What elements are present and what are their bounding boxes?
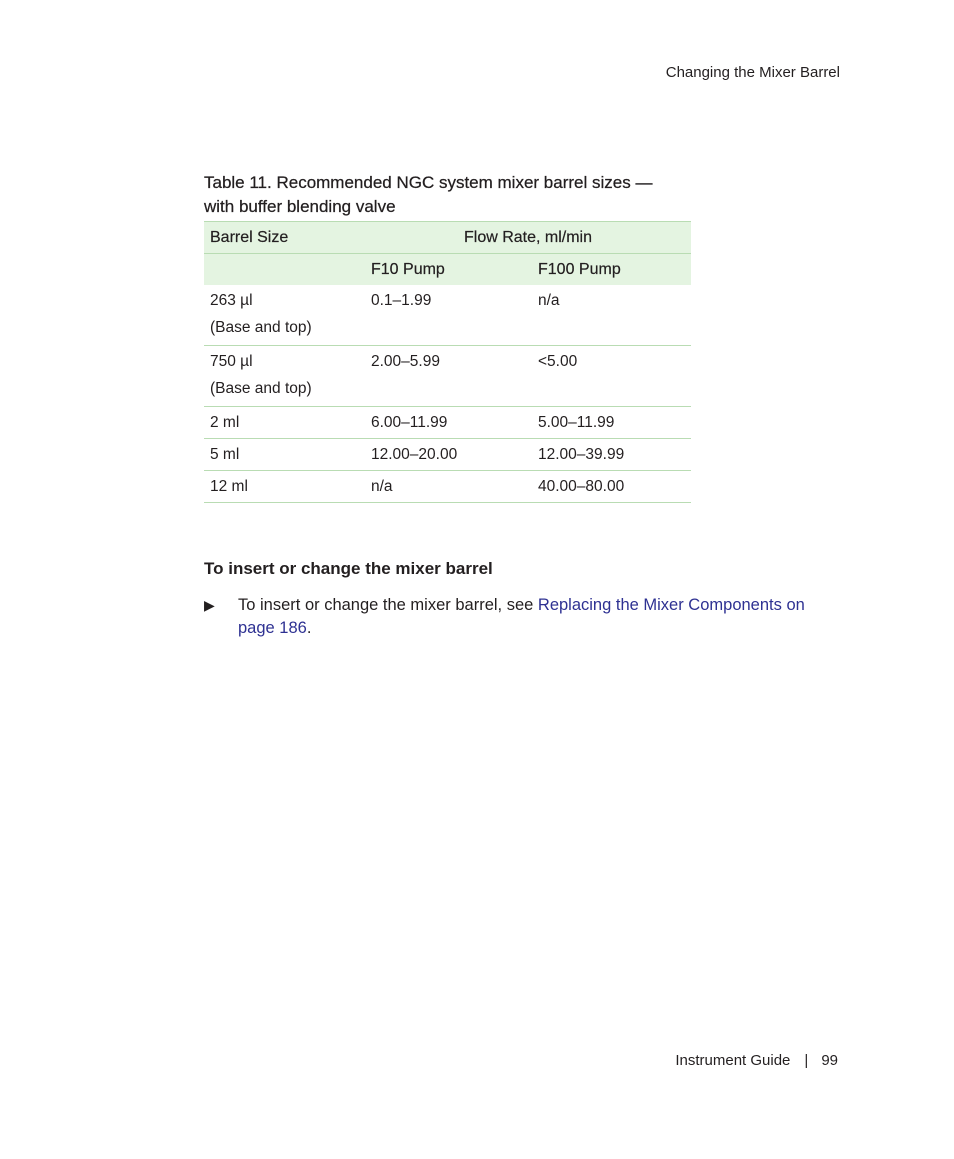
table-row [204, 471, 691, 503]
cell-f10: 2.00–5.99 [365, 346, 532, 407]
bullet-arrow-icon: ▶ [204, 597, 215, 613]
page-footer [675, 1052, 838, 1069]
table-caption-line1: Table 11. Recommended NGC system mixer barrel sizes — [204, 173, 653, 192]
header-barrel-size: Barrel Size [204, 222, 365, 254]
bullet-text [238, 594, 844, 640]
cell-barrel-size [204, 346, 365, 407]
footer-separator: | [804, 1052, 809, 1069]
cell-barrel-size: 2 ml [204, 407, 365, 439]
table-header-row [204, 222, 691, 254]
barrel-size-note: (Base and top) [210, 319, 312, 336]
section-heading: To insert or change the mixer barrel [204, 559, 493, 578]
cell-f100: 5.00–11.99 [532, 407, 691, 439]
cell-f100: 12.00–39.99 [532, 439, 691, 471]
table-row [204, 285, 691, 346]
mixer-barrel-table [204, 221, 691, 503]
cell-f10: 6.00–11.99 [365, 407, 532, 439]
table-caption-line2: with buffer blending valve [204, 197, 396, 216]
bullet-text-after: . [306, 619, 312, 637]
cell-barrel-size [204, 285, 365, 346]
table-row [204, 346, 691, 407]
cell-barrel-size: 12 ml [204, 471, 365, 503]
running-header: Changing the Mixer Barrel [665, 64, 840, 81]
table-row [204, 407, 691, 439]
footer-guide-name: Instrument Guide [675, 1052, 791, 1069]
cell-barrel-size: 5 ml [204, 439, 365, 471]
header-f10-pump: F10 Pump [365, 254, 532, 286]
procedure-bullet [204, 594, 844, 640]
table-row [204, 439, 691, 471]
header-f100-pump: F100 Pump [532, 254, 691, 286]
barrel-size-note: (Base and top) [210, 380, 312, 397]
header-empty [204, 254, 365, 286]
cell-f100: 40.00–80.00 [532, 471, 691, 503]
barrel-size-value: 750 µl [210, 353, 253, 370]
page-number: 99 [821, 1052, 838, 1069]
barrel-size-value: 263 µl [210, 292, 253, 309]
cell-f10: 12.00–20.00 [365, 439, 532, 471]
cell-f10: n/a [365, 471, 532, 503]
cell-f10: 0.1–1.99 [365, 285, 532, 346]
table-subheader-row [204, 254, 691, 286]
bullet-text-before: To insert or change the mixer barrel, see [238, 596, 538, 614]
header-flow-rate: Flow Rate, ml/min [365, 222, 691, 254]
table-caption [204, 171, 704, 219]
cell-f100: <5.00 [532, 346, 691, 407]
cell-f100: n/a [532, 285, 691, 346]
cross-reference-link[interactable]: Replacing the Mixer Components on page 186 [238, 596, 805, 637]
